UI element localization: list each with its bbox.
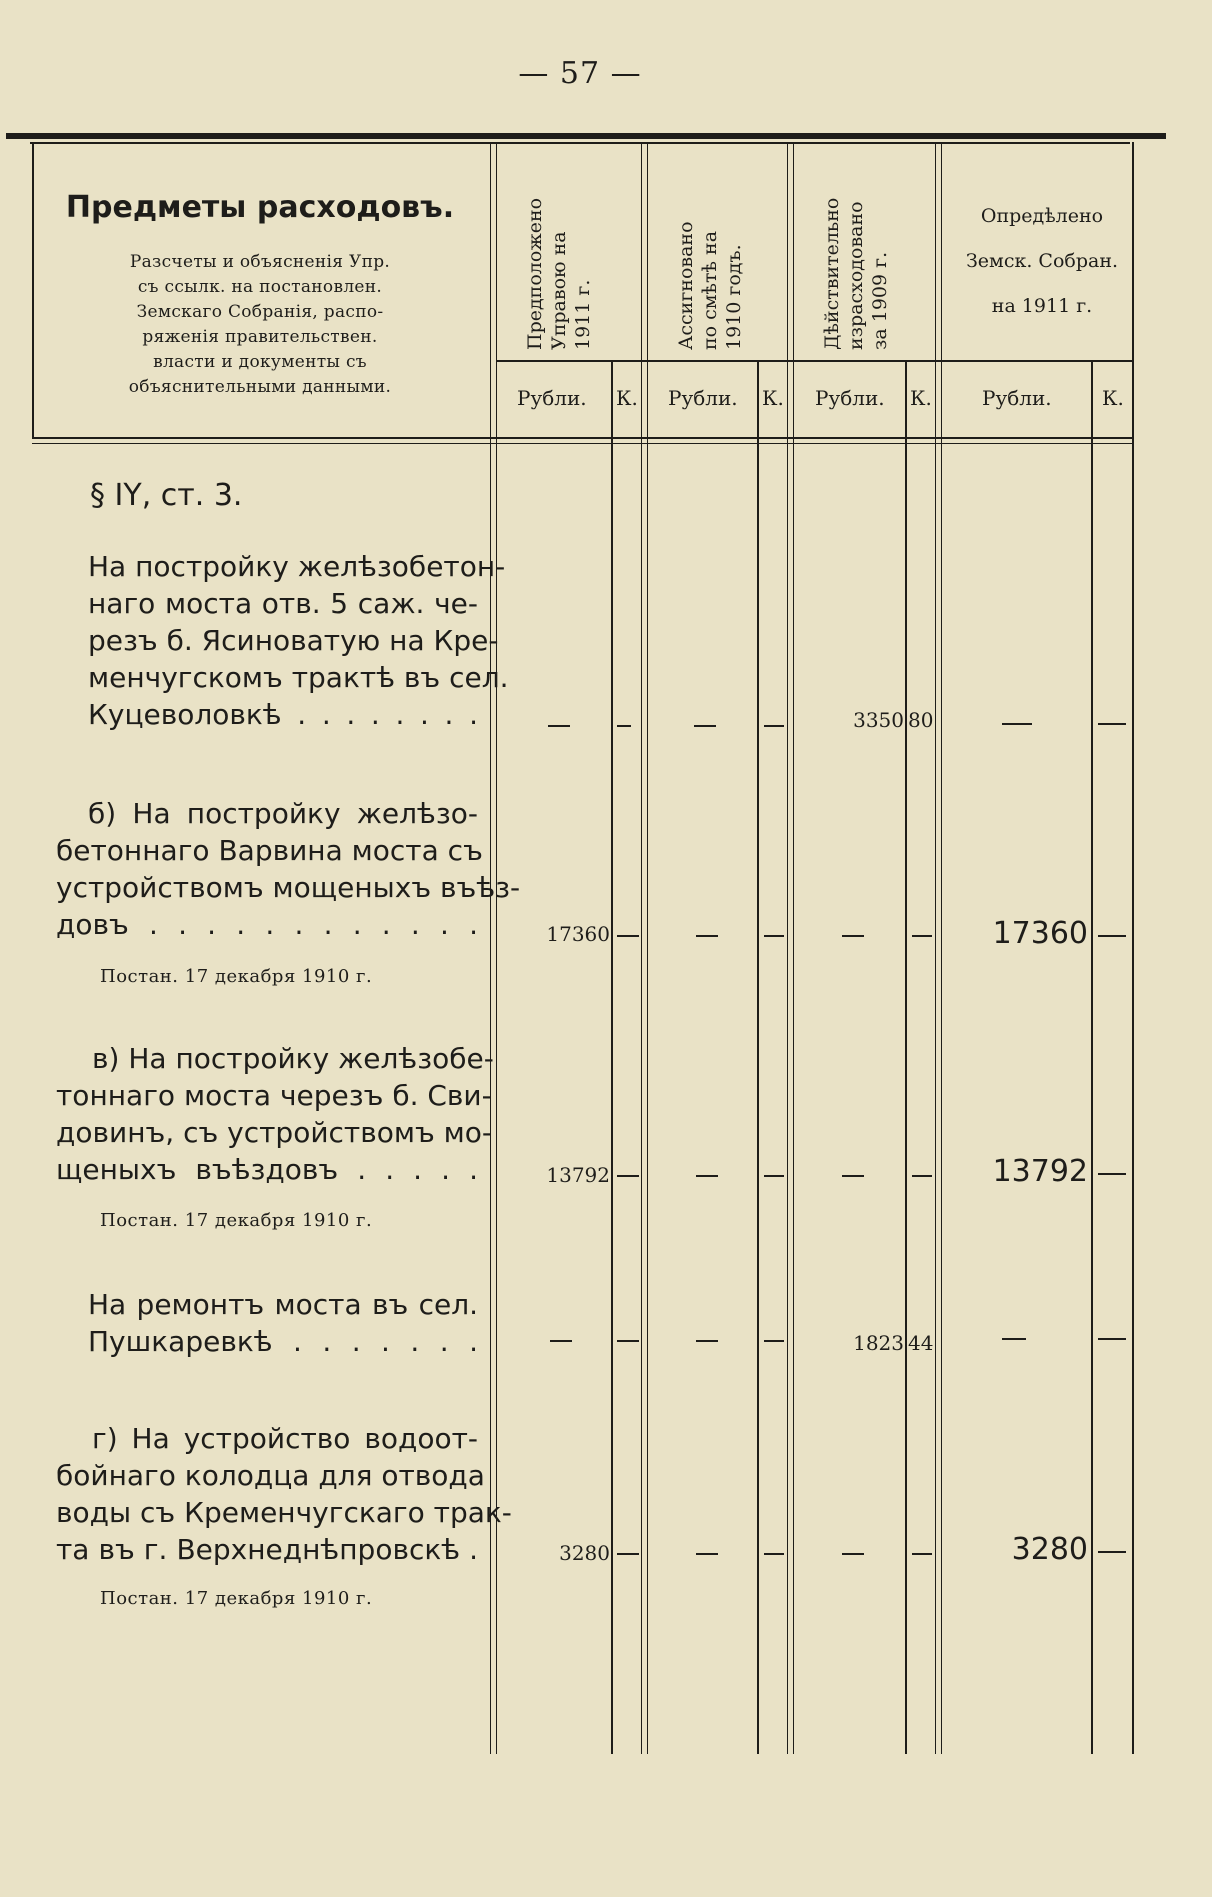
col4-header xyxy=(942,194,1142,329)
col1-unit-kop: К. xyxy=(616,386,638,410)
col1-header-line: Управою на xyxy=(548,231,570,350)
item-4-col3-rub: 1823 xyxy=(853,1331,904,1355)
item-1-col1-rub-dash xyxy=(548,725,570,727)
col3-unit-rub: Рубли. xyxy=(815,386,885,410)
col1-header-line: Предположено xyxy=(524,197,546,350)
subtitle-line: Разсчеты и объясненія Упр. xyxy=(129,252,391,272)
item-3-col2-kop-dash xyxy=(764,1175,784,1177)
header-subtitle xyxy=(90,250,430,400)
col1-header-line: 1911 г. xyxy=(572,279,594,350)
item-line: довъ . . . . . . . . . . . . xyxy=(56,908,478,941)
item-line: менчугскомъ трактѣ въ сел. xyxy=(88,661,509,694)
item-4-col1-rub-dash xyxy=(550,1340,572,1342)
item-1-col3-rub: 3350 xyxy=(853,708,904,732)
col-divider-4 xyxy=(935,142,942,1754)
col3-header-line: Дѣйствительно xyxy=(821,197,843,350)
col3-header-line: за 1909 г. xyxy=(869,251,891,350)
item-line: бетоннаго Варвина моста съ xyxy=(56,834,483,867)
item-line: в) На постройку желѣзобе- xyxy=(92,1042,494,1075)
item-2-note: Постан. 17 декабря 1910 г. xyxy=(100,966,373,987)
item-1-col1-kop-dash xyxy=(617,725,631,727)
item-line: г) На устройство водоот- xyxy=(92,1422,478,1455)
item-5-col4-kop-dash xyxy=(1098,1551,1126,1553)
col-divider-3 xyxy=(787,142,794,1754)
col2-header-line: Ассигновано xyxy=(675,221,697,350)
header-bottom-line xyxy=(32,437,1132,439)
item-line: та въ г. Верхнеднѣпровскѣ . xyxy=(56,1533,478,1566)
top-rule-thin xyxy=(30,142,1130,144)
item-1-col2-rub-dash xyxy=(694,725,716,727)
page-number: — 57 — xyxy=(518,56,642,91)
item-5-text xyxy=(56,1420,512,1568)
item-2-col1-kop-dash xyxy=(617,935,639,937)
col4-unit-kop: К. xyxy=(1102,386,1124,410)
item-5-col1-rub: 3280 xyxy=(559,1541,610,1565)
col2-header-line: по смѣтѣ на xyxy=(699,230,721,350)
col4-unit-rub: Рубли. xyxy=(982,386,1052,410)
item-1-col2-kop-dash xyxy=(764,725,784,727)
item-3-col2-rub-dash xyxy=(696,1175,718,1177)
item-line: На постройку желѣзобетон- xyxy=(88,550,506,583)
subtitle-line: Земскаго Собранія, распо- xyxy=(136,302,384,322)
header-title: Предметы расходовъ. xyxy=(65,190,455,225)
item-2-col2-rub-dash xyxy=(696,935,718,937)
item-3-text xyxy=(56,1040,494,1188)
section-heading: § IY, ст. 3. xyxy=(90,478,243,513)
item-4-col4-rub-dash xyxy=(1002,1338,1026,1340)
item-4-col3-kop: 44 xyxy=(908,1331,934,1355)
item-2-col1-rub: 17360 xyxy=(546,922,610,946)
right-border xyxy=(1132,142,1134,1754)
col2-kop-divider xyxy=(757,362,759,1754)
item-3-col3-rub-dash xyxy=(842,1175,864,1177)
item-3-col4-rub: 13792 xyxy=(992,1154,1088,1189)
item-1-col4-kop-dash xyxy=(1098,723,1126,725)
item-1-col4-rub-dash xyxy=(1002,723,1032,725)
subtitle-line: ряженія правительствен. xyxy=(142,327,378,347)
top-rule xyxy=(6,133,1166,139)
item-line: б) На постройку желѣзо- xyxy=(88,797,478,830)
subtitle-line: объяснительными данными. xyxy=(128,377,392,397)
item-2-col2-kop-dash xyxy=(764,935,784,937)
item-line: наго моста отв. 5 саж. че- xyxy=(88,587,478,620)
item-5-note: Постан. 17 декабря 1910 г. xyxy=(100,1588,373,1609)
item-line: тоннаго моста черезъ б. Сви- xyxy=(56,1079,492,1112)
col2-header xyxy=(674,221,746,350)
col3-header-line: израсходовано xyxy=(845,201,867,350)
item-3-col3-kop-dash xyxy=(912,1175,932,1177)
item-line: воды съ Кременчугскаго трак- xyxy=(56,1496,512,1529)
item-4-col1-kop-dash xyxy=(617,1340,639,1342)
item-line: Куцеволовкѣ . . . . . . . . xyxy=(88,698,478,731)
item-2-col3-rub-dash xyxy=(842,935,864,937)
item-5-col2-kop-dash xyxy=(764,1553,784,1555)
header-bottom-line-2 xyxy=(32,443,1132,444)
item-3-note: Постан. 17 декабря 1910 г. xyxy=(100,1210,373,1231)
item-5-col2-rub-dash xyxy=(696,1553,718,1555)
col2-header-line: 1910 годъ. xyxy=(723,244,745,350)
item-2-col4-rub: 17360 xyxy=(992,916,1088,951)
item-3-col1-kop-dash xyxy=(617,1175,639,1177)
item-line: устройствомъ мощеныхъ въѣз- xyxy=(56,871,521,904)
col1-unit-rub: Рубли. xyxy=(517,386,587,410)
item-2-text xyxy=(56,795,521,943)
col2-unit-rub: Рубли. xyxy=(668,386,738,410)
item-5-col1-kop-dash xyxy=(617,1553,639,1555)
col4-header-line: на 1911 г. xyxy=(991,295,1093,317)
item-2-col3-kop-dash xyxy=(912,935,932,937)
item-3-col1-rub: 13792 xyxy=(546,1163,610,1187)
subtitle-line: съ ссылк. на постановлен. xyxy=(137,277,383,297)
col4-kop-divider xyxy=(1091,362,1093,1754)
col1-header xyxy=(523,198,595,350)
item-4-text xyxy=(88,1286,478,1360)
col4-header-line: Земск. Собран. xyxy=(965,250,1119,272)
item-line: щеныхъ въѣздовъ . . . . . xyxy=(56,1153,478,1186)
item-4-col2-kop-dash xyxy=(764,1340,784,1342)
item-line: На ремонтъ моста въ сел. xyxy=(88,1288,478,1321)
item-1-col3-kop: 80 xyxy=(908,708,934,732)
col3-header xyxy=(820,198,892,350)
item-4-col4-kop-dash xyxy=(1098,1338,1126,1340)
col2-unit-kop: К. xyxy=(762,386,784,410)
item-line: Пушкаревкѣ . . . . . . . xyxy=(88,1325,478,1358)
item-4-col2-rub-dash xyxy=(696,1340,718,1342)
unit-row-line xyxy=(496,360,1132,362)
item-line: резъ б. Ясиноватую на Кре- xyxy=(88,624,499,657)
col3-unit-kop: К. xyxy=(910,386,932,410)
item-5-col3-kop-dash xyxy=(912,1553,932,1555)
subtitle-line: власти и документы съ xyxy=(153,352,367,372)
left-border xyxy=(32,142,34,437)
item-5-col3-rub-dash xyxy=(842,1553,864,1555)
item-line: довинъ, съ устройствомъ мо- xyxy=(56,1116,493,1149)
item-3-col4-kop-dash xyxy=(1098,1173,1126,1175)
item-1-text xyxy=(88,548,509,733)
item-line: бойнаго колодца для отвода xyxy=(56,1459,485,1492)
item-5-col4-rub: 3280 xyxy=(1011,1532,1088,1567)
col3-kop-divider xyxy=(905,362,907,1754)
col1-kop-divider xyxy=(611,362,613,1754)
col4-header-line: Опредѣлено xyxy=(980,205,1104,227)
item-2-col4-kop-dash xyxy=(1098,935,1126,937)
col-divider-2 xyxy=(641,142,648,1754)
